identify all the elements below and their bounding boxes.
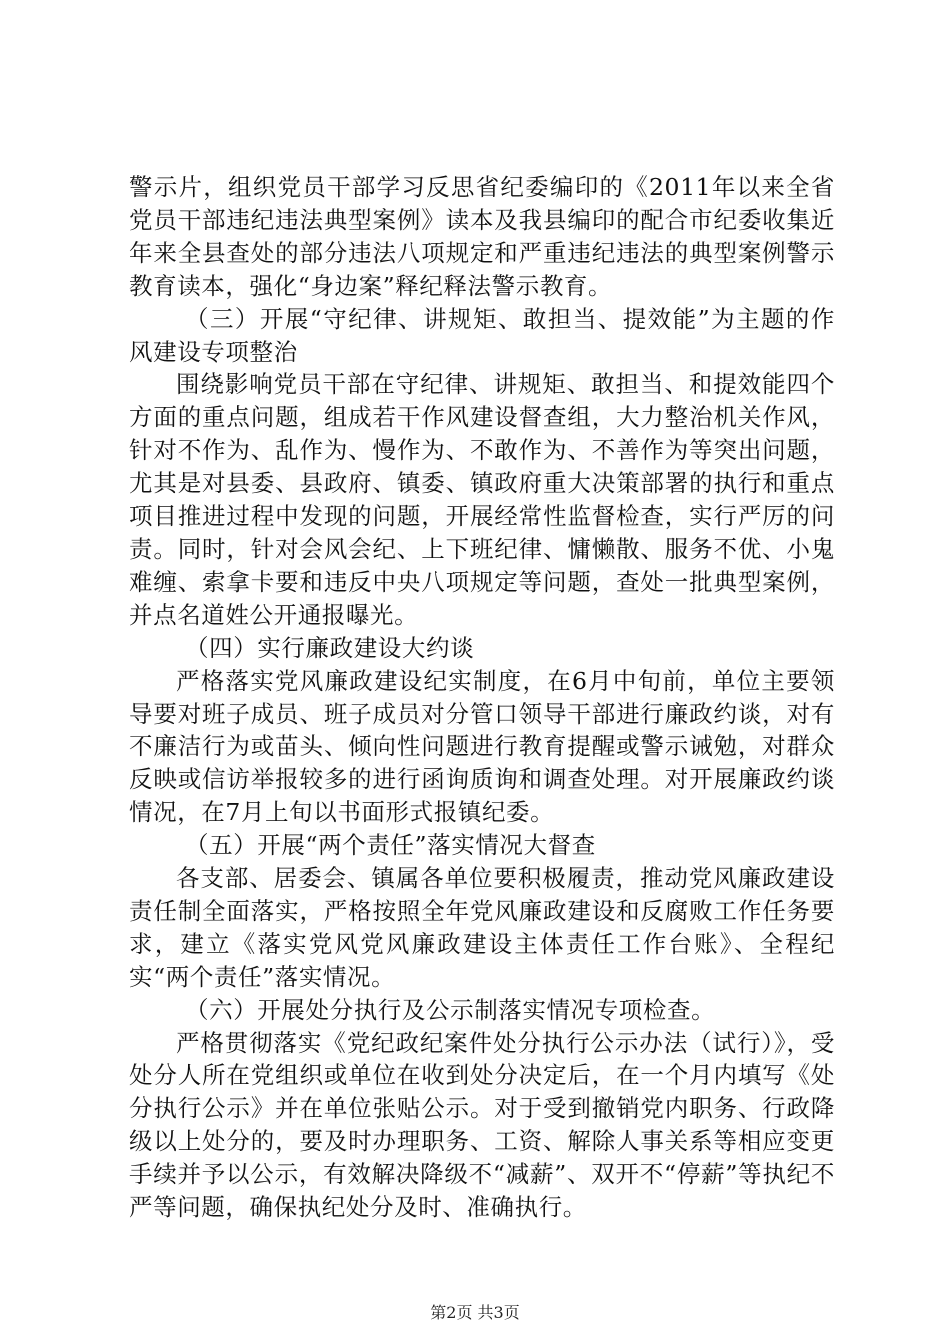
section-heading-6: （六）开展处分执行及公示制落实情况专项检查。 [185, 995, 716, 1024]
section-body-3: 围绕影响党员干部在守纪律、讲规矩、敢担当、和提效能四个方面的重点问题，组成若干作风建设督查组，大力整治机关作风，针对不作为、乱作为、慢作为、不敢作为、不善作为等突出问题，尤其是对县委、县政府、镇委、镇政府重大决策部署的执行和重点项目推进过程中发现的问题，开展经常性监督检查，实行严厉的问责。同时，针对会风会纪、上下班纪律、慵懒散、服务不优、小鬼难缠、索拿卡要和违反中央八项规定等问题，查处一批典型案例，并点名道姓公开通报曝光。 [129, 370, 835, 629]
section-body-4: 严格落实党风廉政建设纪实制度，在6月中旬前，单位主要领导要对班子成员、班子成员对分管口领导干部进行廉政约谈，对有不廉洁行为或苗头、倾向性问题进行教育提醒或警示诫勉，对群众反映或信访举报较多的进行函询质询和调查处理。对开展廉政约谈情况，在7月上旬以书面形式报镇纪委。 [129, 666, 835, 827]
document-body [129, 171, 835, 1224]
page-number-footer: 第2页 共3页 [430, 1303, 520, 1322]
section-body-5: 各支部、居委会、镇属各单位要积极履责，推动党风廉政建设责任制全面落实，严格按照全年党风廉政建设和反腐败工作任务要求，建立《落实党风党风廉政建设主体责任工作台账》、全程纪实“两个责任”落实情况。 [129, 864, 835, 991]
section-body-6: 严格贯彻落实《党纪政纪案件处分执行公示办法（试行）》，受处分人所在党组织或单位在收到处分决定后，在一个月内填写《处分执行公示》并在单位张贴公示。对于受到撤销党内职务、行政降级以上处分的，要及时办理职务、工资、解除人事关系等相应变更手续并予以公示，有效解决降级不“减薪”、双开不“停薪”等执纪不严等问题，确保执纪处分及时、准确执行。 [129, 1028, 835, 1222]
section-heading-3: （三）开展“守纪律、讲规矩、敢担当、提效能”为主题的作风建设专项整治 [129, 304, 835, 366]
paragraph-continuation: 警示片，组织党员干部学习反思省纪委编印的《2011年以来全省党员干部违纪违法典型案例》读本及我县编印的配合市纪委收集近年来全县查处的部分违法八项规定和严重违纪违法的典型案例警示教育读本，强化“身边案”释纪释法警示教育。 [129, 173, 835, 300]
section-heading-5: （五）开展“两个责任”落实情况大督查 [185, 831, 596, 860]
section-heading-4: （四）实行廉政建设大约谈 [185, 633, 475, 662]
